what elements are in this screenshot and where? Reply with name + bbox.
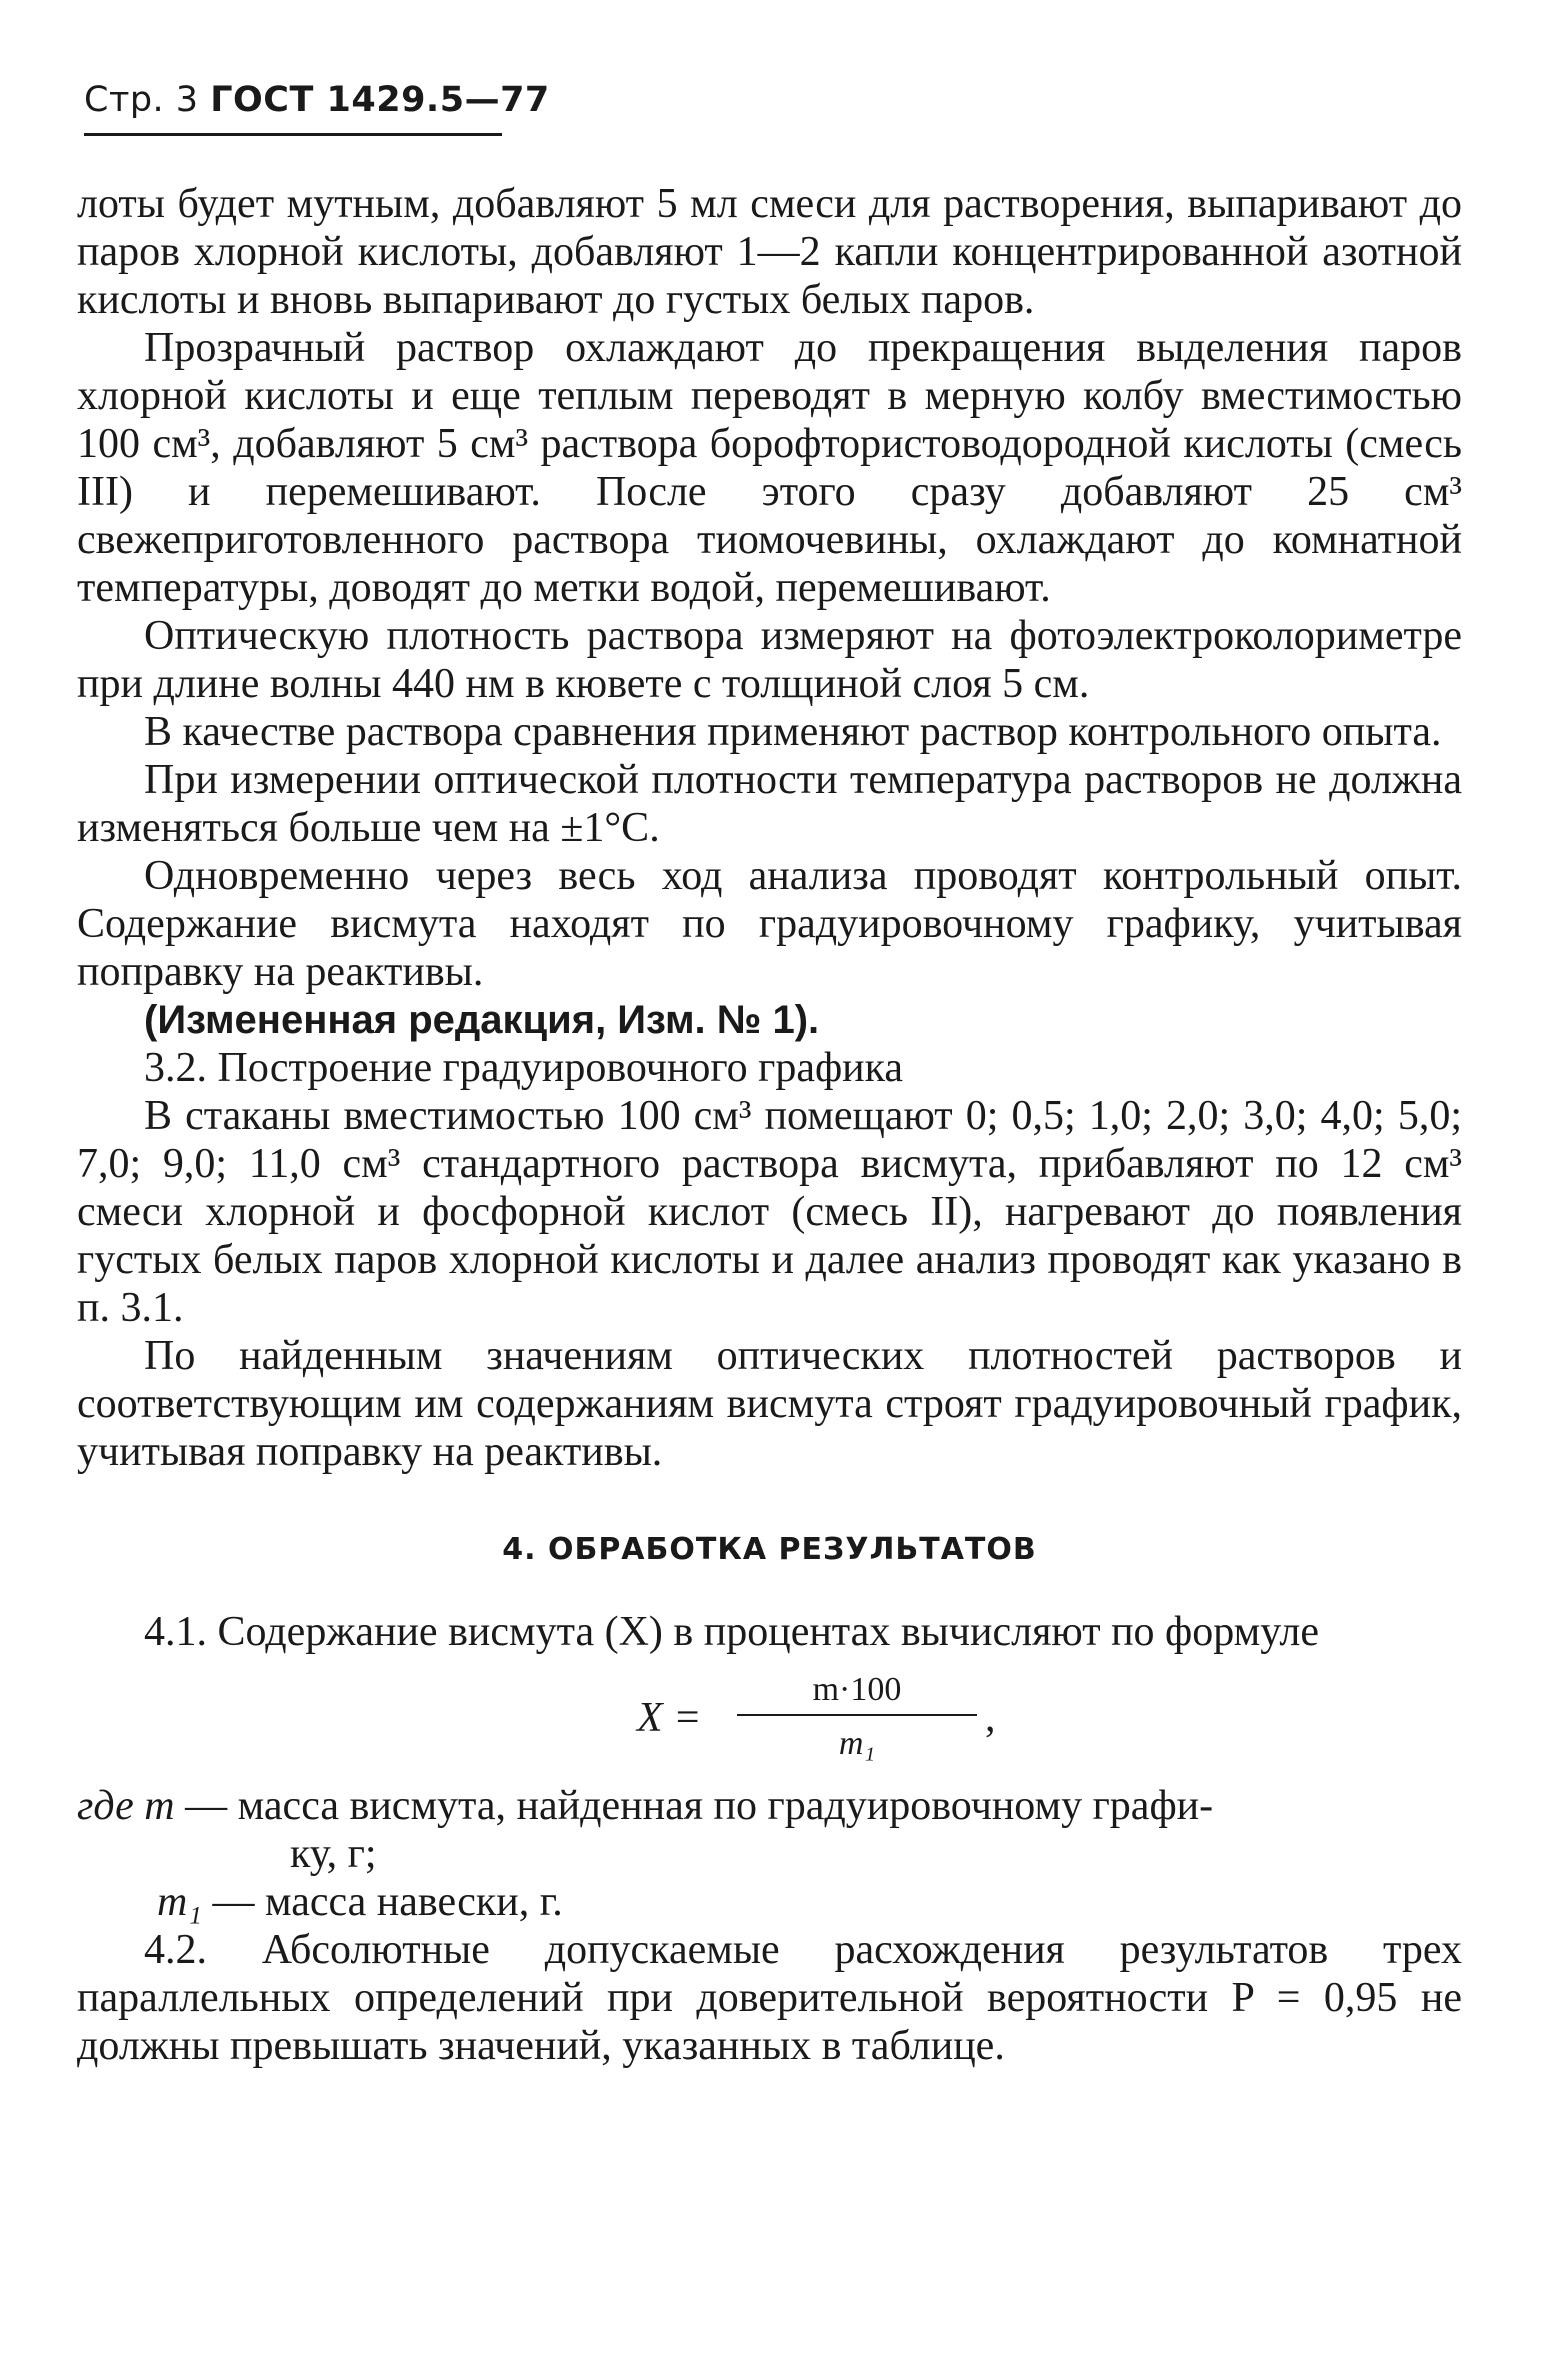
header-rule — [84, 133, 502, 136]
paragraph: В стаканы вместимостью 100 см³ помещают 0; 0,5; 1,0; 2,0; 3,0; 4,0; 5,0; 7,0; 9,0; 11,0 см³ стандартного раствора висмута, прибавляют по 12 см³ смеси хлорной и фосфорной кислот (смесь II), нагревают до появления густых белых паров хлорной кислоты и далее анализ проводят как указано в п. 3.1. — [77, 1093, 1462, 1331]
page-number: Стр. 3 — [84, 80, 199, 120]
definition-symbol: m₁ — [157, 1879, 202, 1925]
definition-text: — масса навески, г. — [201, 1879, 563, 1925]
fraction-bar — [737, 1714, 977, 1716]
paragraph: Одновременно через весь ход анализа проводят контрольный опыт. Содержание висмута находят по градуировочному графику, учитывая поправку на реактивы. — [77, 853, 1462, 995]
definition-m — [77, 1782, 1462, 1830]
definition-text: — масса висмута, найденная по градуировочному графи- — [174, 1783, 1214, 1829]
body-text — [77, 180, 1462, 2070]
amendment-note: (Измененная редакция, Изм. № 1). — [144, 998, 820, 1042]
paragraph: По найденным значениям оптических плотностей растворов и соответствующим им содержаниям висмута строят градуировочный график, учитывая поправку на реактивы. — [77, 1333, 1462, 1475]
paragraph: Оптическую плотность раствора измеряют на фотоэлектроколориметре при длине волны 440 нм в кювете с толщиной слоя 5 см. — [77, 613, 1462, 707]
page-header — [84, 80, 550, 120]
definition-continuation: ку, г; — [290, 1831, 377, 1877]
definition-symbol: где m — [77, 1783, 175, 1829]
formula-numerator: m·100 — [812, 1671, 902, 1708]
subsection-heading: 3.2. Построение градуировочного графика — [144, 1045, 904, 1091]
formula-denominator: m₁ — [838, 1725, 876, 1762]
paragraph: В качестве раствора сравнения применяют раствор контрольного опыта. — [144, 709, 1442, 755]
paragraph: 4.2. Абсолютные допускаемые расхождения результатов трех параллельных определений при доверительной вероятности P = 0,95 не должны превышать значений, указанных в таблице. — [77, 1927, 1462, 2069]
formula — [77, 1666, 1462, 1770]
formula-lhs: X = — [637, 1695, 702, 1741]
definition-m1 — [77, 1878, 1462, 1926]
formula-comma: , — [985, 1695, 996, 1741]
paragraph: 4.1. Содержание висмута (X) в процентах вычисляют по формуле — [144, 1609, 1319, 1655]
section-title: 4. ОБРАБОТКА РЕЗУЛЬТАТОВ — [502, 1532, 1037, 1567]
paragraph: лоты будет мутным, добавляют 5 мл смеси для растворения, выпаривают до паров хлорной кислоты, добавляют 1—2 капли концентрированной азотной кислоты и вновь выпаривают до густых белых паров. — [77, 181, 1462, 323]
standard-code: ГОСТ 1429.5—77 — [210, 80, 550, 120]
variable-definitions — [77, 1782, 1462, 1926]
paragraph: При измерении оптической плотности температура растворов не должна изменяться больше чем на ±1°С. — [77, 757, 1462, 851]
paragraph: Прозрачный раствор охлаждают до прекращения выделения паров хлорной кислоты и еще теплым переводят в мерную колбу вместимостью 100 см³, добавляют 5 см³ раствора борофтористоводородной кислоты (смесь III) и перемешивают. После этого сразу добавляют 25 см³ свежеприготовленного раствора тиомочевины, охлаждают до комнатной температуры, доводят до метки водой, перемешивают. — [77, 325, 1462, 611]
